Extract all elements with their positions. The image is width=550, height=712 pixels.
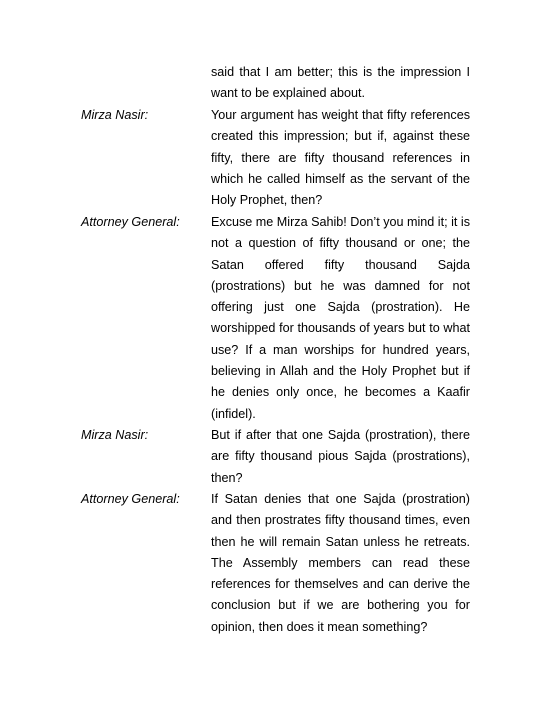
speaker-label: Attorney General: <box>81 492 180 506</box>
speech-line: Excuse me Mirza Sahib! Don’t you mind it; it is <box>211 215 470 229</box>
speech-line: not a question of fifty thousand or one; the <box>211 236 470 251</box>
speaker-label: Attorney General: <box>81 215 180 229</box>
speech-line: and then prostrates fifty thousand times, even <box>211 513 470 528</box>
speech-line: said that I am better; this is the impression I <box>211 65 470 79</box>
speech-text <box>211 212 470 425</box>
speech-line: Holy Prophet, then? <box>211 193 323 208</box>
speech-line: references for themselves and can derive the <box>211 577 470 592</box>
speech-line: offering just one Sajda (prostration). He <box>211 300 470 315</box>
speech-line: (infidel). <box>211 406 256 421</box>
speech-text <box>211 62 470 105</box>
speech-line: But if after that one Sajda (prostration), there <box>211 428 470 442</box>
speech-line: want to be explained about. <box>211 86 366 101</box>
speech-text <box>211 489 470 638</box>
speech-line: Your argument has weight that fifty references <box>211 108 470 122</box>
speech-line: then? <box>211 470 243 485</box>
speech-line: which he called himself as the servant of the <box>211 171 470 186</box>
speaker-label: Mirza Nasir: <box>81 108 149 122</box>
speech-line: The Assembly members can read these <box>211 555 470 570</box>
speech-line: he denies only once, he becomes a Kaafir <box>211 385 470 400</box>
speaker-label: Mirza Nasir: <box>81 428 149 442</box>
speech-line: are fifty thousand pious Sajda (prostrations), <box>211 449 470 464</box>
speech-line: (prostrations) but he was damned for not <box>211 278 470 293</box>
speech-text <box>211 425 470 489</box>
speech-line: Satan offered fifty thousand Sajda <box>211 257 470 272</box>
speech-line: then he will remain Satan unless he retreats. <box>211 534 470 549</box>
speech-line: believing in Allah and the Holy Prophet but if <box>211 364 470 379</box>
speech-text <box>211 105 470 211</box>
speech-line: created this impression; but if, against these <box>211 129 470 144</box>
speech-line: use? If a man worships for hundred years, <box>211 342 470 357</box>
speech-line: If Satan denies that one Sajda (prostration) <box>211 492 470 506</box>
speech-line: opinion, then does it mean something? <box>211 619 428 634</box>
speech-line: conclusion but if we are bothering you for <box>211 598 470 613</box>
speech-line: worshipped for thousands of years but to what <box>211 321 470 336</box>
speech-line: fifty, there are fifty thousand references in <box>211 150 470 165</box>
